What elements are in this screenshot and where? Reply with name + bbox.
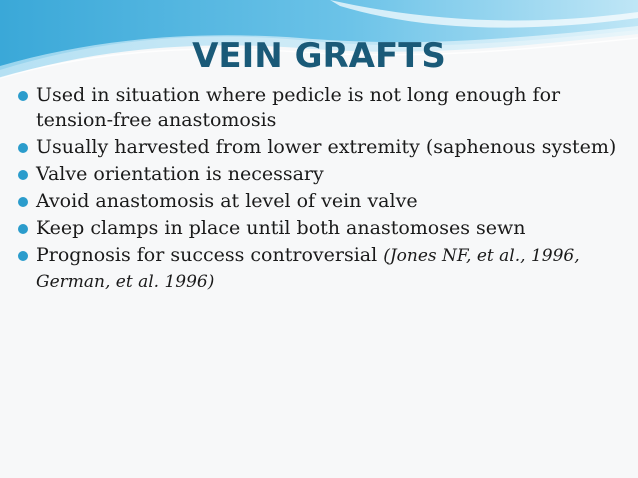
citation: (Jones NF, et al., 1996, German, et al. 1996) [36, 246, 580, 292]
bullet-list [18, 83, 623, 297]
bullet-text: Prognosis for success controversial [36, 244, 384, 266]
bullet-text: Usually harvested from lower extremity (saphenous system) [36, 136, 617, 158]
bullet-item [18, 189, 623, 214]
bullet-dot-icon [18, 251, 28, 261]
bullet-text: Keep clamps in place until both anastomoses sewn [36, 217, 526, 239]
bullet-item [18, 135, 623, 160]
bullet-text: Used in situation where pedicle is not long enough for tension-free anastomosis [36, 84, 561, 131]
bullet-text: Valve orientation is necessary [36, 163, 324, 185]
bullet-item [18, 243, 623, 295]
bullet-item [18, 216, 623, 241]
bullet-dot-icon [18, 143, 28, 153]
bullet-item [18, 83, 623, 133]
bullet-dot-icon [18, 224, 28, 234]
bullet-item [18, 162, 623, 187]
slide-title: VEIN GRAFTS [192, 36, 446, 76]
bullet-dot-icon [18, 197, 28, 207]
bullet-text: Avoid anastomosis at level of vein valve [36, 190, 418, 212]
bullet-dot-icon [18, 170, 28, 180]
bullet-dot-icon [18, 91, 28, 101]
